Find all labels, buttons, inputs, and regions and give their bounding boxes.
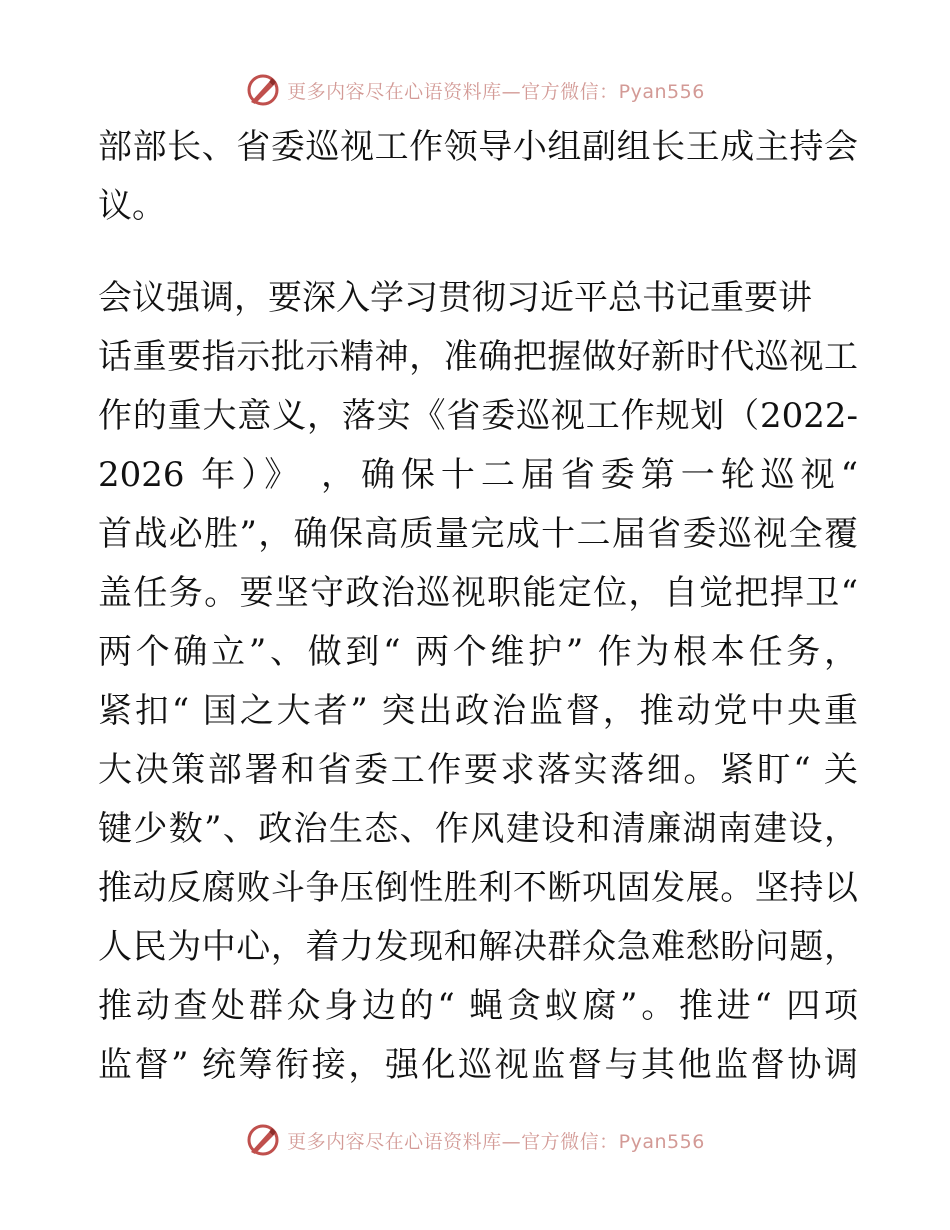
text-line: 作的重大意义，落实《省委巡视工作规划（2022- (98, 396, 858, 436)
text-line: 盖任务。要坚守政治巡视职能定位，自觉把捍卫“ (98, 573, 858, 613)
text-line: 话重要指示批示精神，准确把握做好新时代巡视工 (98, 337, 858, 377)
text-line: 紧扣“ 国之大者” 突出政治监督，推动党中央重 (98, 691, 858, 731)
footer-watermark (0, 1120, 950, 1160)
text-line: 推动反腐败斗争压倒性胜利不断巩固发展。坚持以 (98, 868, 858, 908)
text-line: 监督” 统筹衔接，强化巡视监督与其他监督协调 (98, 1045, 858, 1085)
text-line: 会议强调，要深入学习贯彻习近平总书记重要讲 (98, 278, 812, 318)
pen-logo-icon (245, 1122, 281, 1158)
text-line: 大决策部署和省委工作要求落实落细。紧盯“ 关 (98, 750, 858, 790)
text-line: 议。 (98, 186, 166, 226)
text-line: 首战必胜”，确保高质量完成十二届省委巡视全覆 (98, 514, 858, 554)
header-watermark (0, 70, 950, 110)
text-line: 2026 年）》 ，确保十二届省委第一轮巡视“ (98, 455, 858, 495)
pen-logo-icon (245, 72, 281, 108)
text-line: 推动查处群众身边的“ 蝇贪蚁腐”。推进“ 四项 (98, 986, 858, 1026)
paragraph (98, 118, 858, 236)
watermark-text: 更多内容尽在心语资料库—官方微信：Pyan556 (287, 1130, 705, 1153)
paragraph (98, 269, 858, 1095)
text-line: 两个确立”、做到“ 两个维护” 作为根本任务， (98, 632, 858, 672)
text-line: 部部长、省委巡视工作领导小组副组长王成主持会 (98, 127, 858, 167)
text-line: 键少数”、政治生态、作风建设和清廉湖南建设， (98, 809, 858, 849)
text-line: 人民为中心，着力发现和解决群众急难愁盼问题， (98, 927, 858, 967)
watermark-text: 更多内容尽在心语资料库—官方微信：Pyan556 (287, 80, 705, 103)
document-body (98, 118, 858, 1095)
